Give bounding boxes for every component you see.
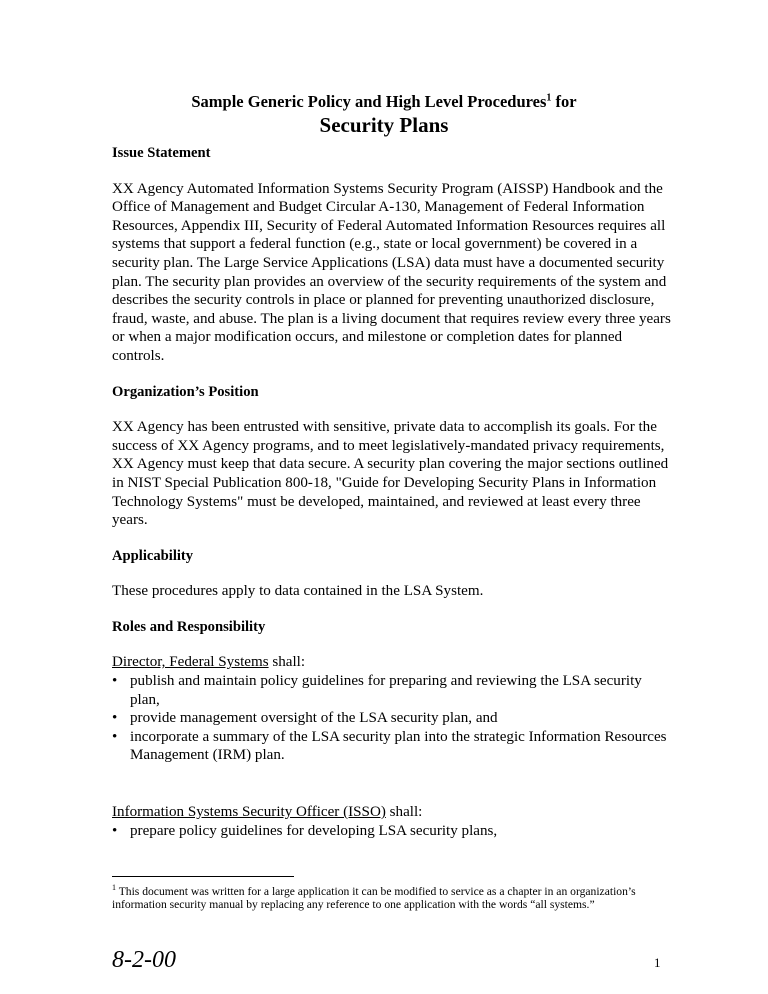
role-isso-title: Information Systems Security Officer (ISSO) <box>112 804 386 821</box>
heading-organization-position: Organization’s Position <box>112 383 259 400</box>
footnote-number: 1 <box>112 883 116 892</box>
list-item <box>112 728 672 765</box>
heading-roles-responsibility: Roles and Responsibility <box>112 618 266 635</box>
list-item <box>112 822 672 841</box>
title-suffix: for <box>551 92 577 111</box>
document-body <box>112 144 672 840</box>
list-item <box>112 709 672 728</box>
bullet-icon: • <box>112 822 118 839</box>
spacer <box>112 765 672 803</box>
footnote-divider <box>112 876 294 877</box>
role-isso-label <box>112 803 672 822</box>
role-director-suffix: shall: <box>268 654 306 671</box>
bullet-text: prepare policy guidelines for developing LSA security plans, <box>130 822 498 839</box>
list-item <box>112 672 672 709</box>
role-isso <box>112 803 672 840</box>
isso-bullet-list <box>112 822 672 841</box>
role-director-label <box>112 653 672 672</box>
bullet-text: incorporate a summary of the LSA security plan into the strategic Information Resources Management (IRM) plan. <box>130 728 667 764</box>
bullet-icon: • <box>112 673 118 690</box>
title-footnote-ref: 1 <box>546 92 552 104</box>
role-director-title: Director, Federal Systems <box>112 654 269 671</box>
heading-issue-statement: Issue Statement <box>112 145 211 161</box>
title-line-2: Security Plans <box>319 113 449 137</box>
bullet-icon: • <box>112 728 118 745</box>
heading-applicability: Applicability <box>112 547 194 564</box>
title-text: Sample Generic Policy and High Level Procedures <box>191 92 547 111</box>
footnote-text: This document was written for a large application it can be modified to service as a chapter in an organization’s information security manual by replacing any reference to one application with the words “all systems.” <box>112 884 636 912</box>
bullet-text: publish and maintain policy guidelines for preparing and reviewing the LSA security plan, <box>130 673 642 708</box>
role-isso-suffix: shall: <box>385 804 423 821</box>
paragraph-organization-position: XX Agency has been entrusted with sensitive, private data to accomplish its goals. For the success of XX Agency programs, and to meet legislatively-mandated privacy requirements, XX Agency must keep that data secure. A security plan covering the major sections outlined in NIST Special Publication 800-18, "Guide for Developing Security Plans in Information Technology Systems" must be developed, maintained, and reviewed at least every three years. <box>112 419 669 529</box>
footer-date: 8-2-00 <box>112 947 176 973</box>
bullet-icon: • <box>112 710 118 727</box>
document-title <box>0 92 768 138</box>
footnote <box>112 881 672 912</box>
page-number: 1 <box>654 955 661 970</box>
director-bullet-list <box>112 672 672 765</box>
role-director <box>112 653 672 765</box>
paragraph-issue-statement: XX Agency Automated Information Systems Security Program (AISSP) Handbook and the Office of Management and Budget Circular A-130, Management of Federal Information Resources, Appendix III, Security of Federal Automated Information Resources requires all systems that support a federal function (e.g., state or local government) be covered in a security plan. The Large Service Applications (LSA) data must have a documented security plan. The security plan provides an overview of the security requirements of the system and describes the security controls in place or planned for preventing unauthorized disclosure, fraud, waste, and abuse. The plan is a living document that requires review every three years or when a major modification occurs, and milestone or completion dates for planned controls. <box>112 180 671 364</box>
paragraph-applicability: These procedures apply to data contained in the LSA System. <box>112 583 484 600</box>
bullet-text: provide management oversight of the LSA security plan, and <box>130 710 498 727</box>
title-line-1 <box>0 92 768 112</box>
